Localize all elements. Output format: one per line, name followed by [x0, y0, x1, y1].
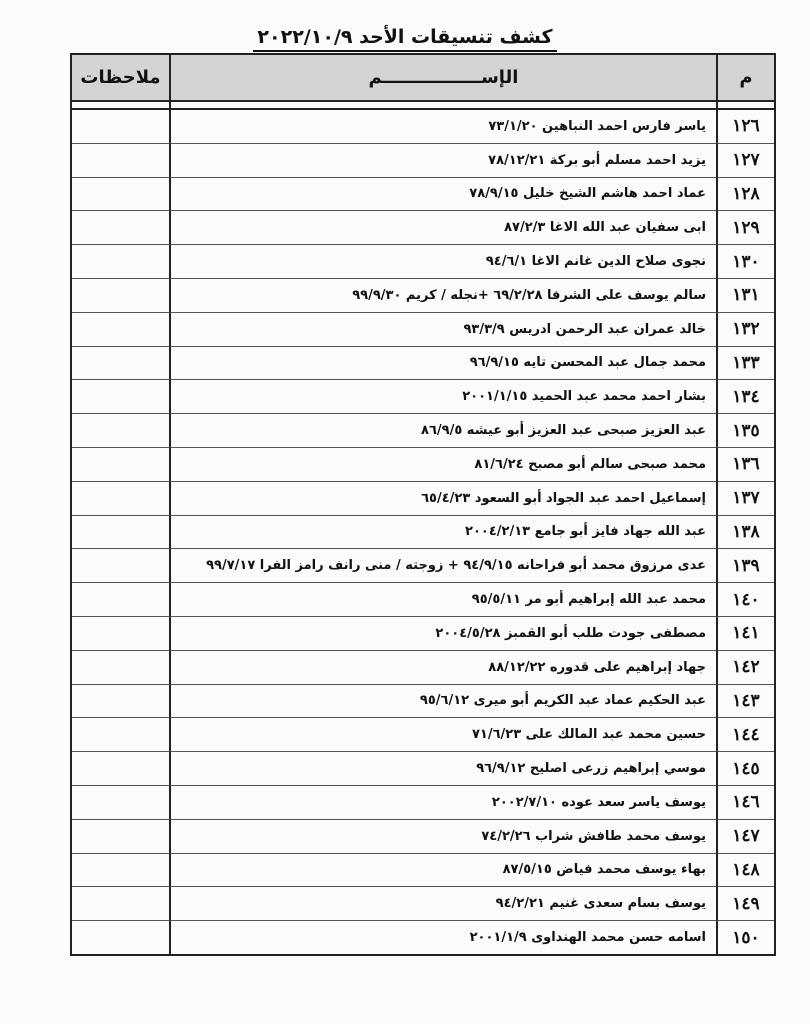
- table-row: [72, 854, 774, 888]
- row-notes: [72, 211, 169, 245]
- row-name: حسين محمد عبد المالك على ٧١/٦/٢٣: [169, 718, 716, 752]
- row-number: ١٣٨: [716, 516, 774, 550]
- row-number: ١٣٥: [716, 414, 774, 448]
- row-number: ١٥٠: [716, 921, 774, 954]
- row-name: إسماعيل احمد عبد الجواد أبو السعود ٦٥/٤/٢٣: [169, 482, 716, 516]
- row-notes: [72, 516, 169, 550]
- row-number: ١٤٨: [716, 854, 774, 888]
- row-notes: [72, 448, 169, 482]
- table-row: [72, 448, 774, 482]
- row-number: ١٣٢: [716, 313, 774, 347]
- row-notes: [72, 245, 169, 279]
- row-number: ١٤١: [716, 617, 774, 651]
- table-row: [72, 347, 774, 381]
- row-notes: [72, 279, 169, 313]
- row-notes: [72, 347, 169, 381]
- table-row: [72, 245, 774, 279]
- row-number: ١٤٦: [716, 786, 774, 820]
- row-notes: [72, 887, 169, 921]
- header-spacer-row: [72, 102, 774, 110]
- row-number: ١٢٨: [716, 178, 774, 212]
- row-notes: [72, 110, 169, 144]
- header-name: الإســــــــــــــــم: [169, 55, 716, 102]
- row-notes: [72, 786, 169, 820]
- table-row: [72, 110, 774, 144]
- row-number: ١٣٩: [716, 549, 774, 583]
- row-notes: [72, 414, 169, 448]
- table-row: [72, 617, 774, 651]
- row-notes: [72, 820, 169, 854]
- row-notes: [72, 549, 169, 583]
- row-name: عبد الحكيم عماد عبد الكريم أبو ميرى ٩٥/٦/١٢: [169, 685, 716, 719]
- spacer-cell: [716, 102, 774, 110]
- row-name: بشار احمد محمد عبد الحميد ٢٠٠١/١/١٥: [169, 380, 716, 414]
- row-name: يوسف محمد طافش شراب ٧٤/٢/٢٦: [169, 820, 716, 854]
- row-notes: [72, 313, 169, 347]
- document-title-container: [0, 24, 810, 52]
- row-number: ١٢٩: [716, 211, 774, 245]
- row-name: بهاء يوسف محمد فياض ٨٧/٥/١٥: [169, 854, 716, 888]
- row-name: اسامه حسن محمد الهنداوى ٢٠٠١/١/٩: [169, 921, 716, 954]
- table-row: [72, 211, 774, 245]
- row-name: يزيد احمد مسلم أبو بركة ٧٨/١٢/٢١: [169, 144, 716, 178]
- row-notes: [72, 651, 169, 685]
- table-row: [72, 482, 774, 516]
- table-row: [72, 820, 774, 854]
- row-notes: [72, 178, 169, 212]
- table-body: [72, 110, 774, 954]
- row-number: ١٣٧: [716, 482, 774, 516]
- row-number: ١٣٠: [716, 245, 774, 279]
- row-name: جهاد إبراهيم على قدوره ٨٨/١٢/٢٢: [169, 651, 716, 685]
- row-name: مصطفى جودت طلب أبو القمبز ٢٠٠٤/٥/٢٨: [169, 617, 716, 651]
- row-number: ١٢٧: [716, 144, 774, 178]
- table-row: [72, 718, 774, 752]
- row-name: محمد عبد الله إبراهيم أبو مر ٩٥/٥/١١: [169, 583, 716, 617]
- row-number: ١٣٣: [716, 347, 774, 381]
- table-header-row: [72, 55, 774, 102]
- row-name: عبد العزيز صبحى عبد العزيز أبو عيشه ٨٦/٩/٥: [169, 414, 716, 448]
- row-name: عدى مرزوق محمد أبو فراحانه ٩٤/٩/١٥ + زوجته / منى رانف رامز الفرا ٩٩/٧/١٧: [169, 549, 716, 583]
- row-name: سالم يوسف على الشرفا ٦٩/٢/٢٨ +نجله / كريم ٩٩/٩/٣٠: [169, 279, 716, 313]
- row-number: ١٣١: [716, 279, 774, 313]
- table-row: [72, 313, 774, 347]
- row-number: ١٣٦: [716, 448, 774, 482]
- row-number: ١٢٦: [716, 110, 774, 144]
- table-row: [72, 279, 774, 313]
- row-notes: [72, 921, 169, 954]
- table-row: [72, 921, 774, 954]
- row-name: عبد الله جهاد فايز أبو جامع ٢٠٠٤/٢/١٣: [169, 516, 716, 550]
- row-number: ١٤٢: [716, 651, 774, 685]
- row-notes: [72, 752, 169, 786]
- table-row: [72, 380, 774, 414]
- row-name: يوسف ياسر سعد عوده ٢٠٠٢/٧/١٠: [169, 786, 716, 820]
- header-notes: ملاحظات: [72, 55, 169, 102]
- row-name: موسي إبراهيم زرعى اصليح ٩٦/٩/١٢: [169, 752, 716, 786]
- row-number: ١٤٤: [716, 718, 774, 752]
- row-name: محمد جمال عبد المحسن تايه ٩٦/٩/١٥: [169, 347, 716, 381]
- table-row: [72, 786, 774, 820]
- table-row: [72, 887, 774, 921]
- header-number: م: [716, 55, 774, 102]
- row-name: عماد احمد هاشم الشيخ خليل ٧٨/٩/١٥: [169, 178, 716, 212]
- table-row: [72, 516, 774, 550]
- row-name: يوسف بسام سعدى غنيم ٩٤/٢/٢١: [169, 887, 716, 921]
- row-notes: [72, 718, 169, 752]
- row-name: خالد عمران عبد الرحمن ادريس ٩٣/٣/٩: [169, 313, 716, 347]
- table-row: [72, 752, 774, 786]
- document-title: كشف تنسيقات الأحد ٢٠٢٢/١٠/٩: [253, 24, 556, 52]
- row-number: ١٤٩: [716, 887, 774, 921]
- row-number: ١٣٤: [716, 380, 774, 414]
- row-name: نجوى صلاح الدين غانم الاغا ٩٤/٦/١: [169, 245, 716, 279]
- row-notes: [72, 380, 169, 414]
- table-row: [72, 178, 774, 212]
- row-notes: [72, 854, 169, 888]
- row-notes: [72, 144, 169, 178]
- row-notes: [72, 617, 169, 651]
- row-number: ١٤٧: [716, 820, 774, 854]
- row-number: ١٤٠: [716, 583, 774, 617]
- row-name: ابى سفيان عبد الله الاغا ٨٧/٢/٣: [169, 211, 716, 245]
- names-table: [70, 53, 776, 956]
- row-notes: [72, 685, 169, 719]
- row-notes: [72, 482, 169, 516]
- table-row: [72, 583, 774, 617]
- row-number: ١٤٣: [716, 685, 774, 719]
- table-row: [72, 651, 774, 685]
- row-number: ١٤٥: [716, 752, 774, 786]
- table-row: [72, 549, 774, 583]
- row-notes: [72, 583, 169, 617]
- table-row: [72, 414, 774, 448]
- row-name: ياسر فارس احمد النباهين ٧٣/١/٢٠: [169, 110, 716, 144]
- row-name: محمد صبحى سالم أبو مصبح ٨١/٦/٢٤: [169, 448, 716, 482]
- table-container: [70, 53, 772, 956]
- spacer-cell: [169, 102, 716, 110]
- spacer-cell: [72, 102, 169, 110]
- table-row: [72, 144, 774, 178]
- table-row: [72, 685, 774, 719]
